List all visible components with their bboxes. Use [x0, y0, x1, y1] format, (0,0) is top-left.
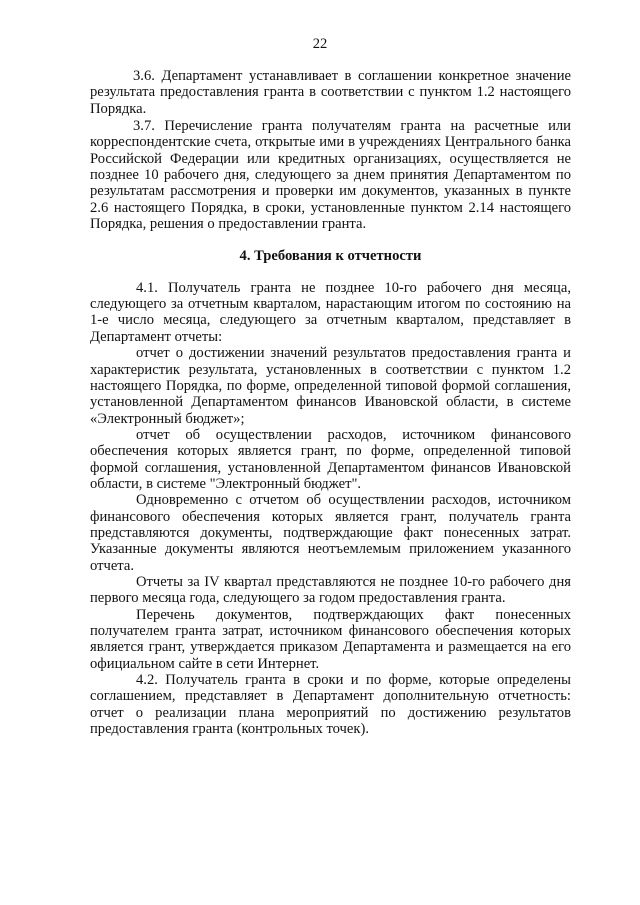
page-number: 22	[312, 36, 328, 52]
paragraph-3-6: 3.6. Департамент устанавливает в соглашении конкретное значение результата предоставления гранта в соответствии с пунктом 1.2 настоящего Порядка.	[90, 68, 571, 117]
section-heading: 4. Требования к отчетности	[239, 248, 422, 265]
paragraph-supporting-documents: Одновременно с отчетом об осуществлении расходов, источником финансового обеспечения которых является грант, получатель гранта представляются документы, подтверждающие факт понесенных затрат. Указанные документы являются неотъемлемым приложением указанного отчета.	[90, 492, 571, 574]
paragraph-report-expenses: отчет об осуществлении расходов, источником финансового обеспечения которых является грант, по форме, определенной типовой формой соглашения, установленной Департаментом финансов Ивановской области, в системе "Электронный бюджет".	[90, 426, 571, 492]
paragraph-report-results: отчет о достижении значений результатов предоставления гранта и характеристик результата, установленных в соответствии с пунктом 1.2 настоящего Порядка, по форме, определенной типовой формой соглашения, установленной Департаментом финансов Ивановской области, в системе «Электронный бюджет»;	[90, 345, 571, 427]
paragraph-4-1: 4.1. Получатель гранта не позднее 10-го рабочего дня месяца, следующего за отчетным кварталом, нарастающим итогом по состоянию на 1-е число месяца, следующего за отчетным кварталом, представляет в Департамент отчеты:	[90, 279, 571, 345]
paragraph-documents-list: Перечень документов, подтверждающих факт понесенных получателем гранта затрат, источником финансового обеспечения которых является грант, утверждается приказом Департамента и размещается на его официальном сайте в сети Интернет.	[90, 606, 571, 672]
paragraph-4-2: 4.2. Получатель гранта в сроки и по форме, которые определены соглашением, представляет в Департамент дополнительную отчетность: отчет о реализации плана мероприятий по достижению результатов предоставления гранта (контрольных точек).	[90, 672, 571, 738]
paragraph-3-7: 3.7. Перечисление гранта получателям гранта на расчетные или корреспондентские счета, открытые ими в учреждениях Центрального банка Российской Федерации или кредитных организациях, осуществляется не позднее 10 рабочего дня, следующего за днем принятия Департаментом по результатам рассмотрения и проверки им документов, указанных в пункте 2.6 настоящего Порядка, в сроки, установленные пунктом 2.14 настоящего Порядка, решения о предоставлении гранта.	[90, 118, 571, 233]
paragraph-q4-reports: Отчеты за IV квартал представляются не позднее 10-го рабочего дня первого месяца года, следующего за годом предоставления гранта.	[90, 573, 571, 607]
document-body	[90, 68, 571, 737]
